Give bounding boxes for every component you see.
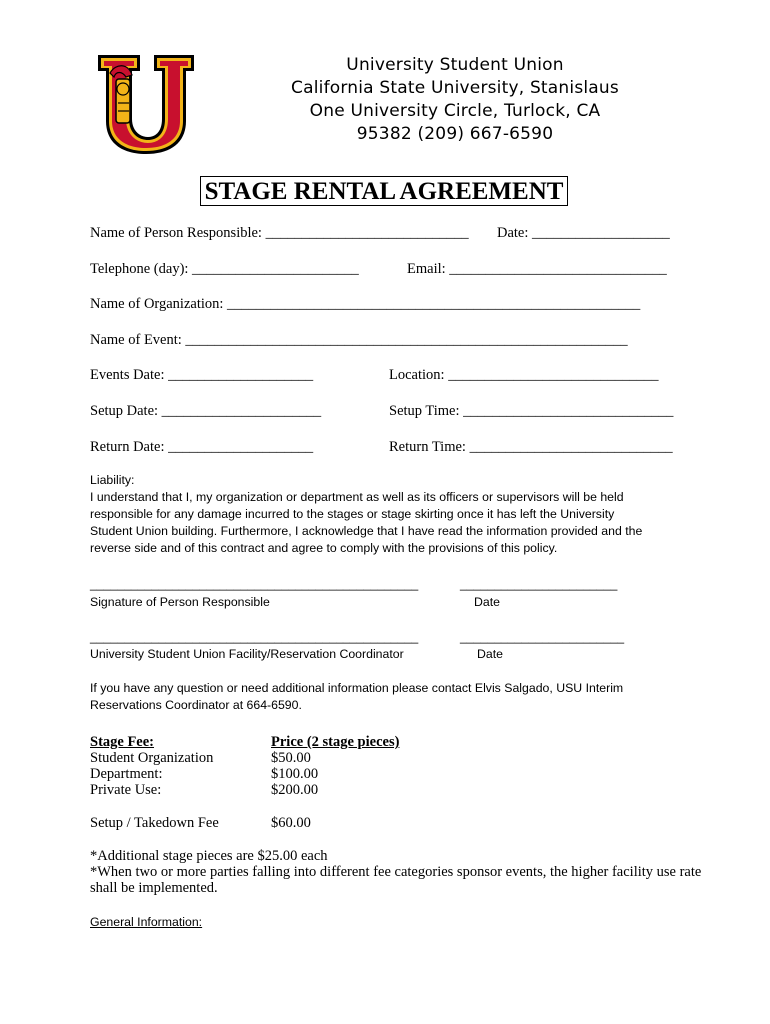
general-information-heading: General Information: (90, 915, 203, 929)
header-line-4: 95382 (209) 667-6590 (356, 124, 554, 144)
coordinator-signature-line[interactable]: ________________________________________________ (90, 630, 419, 644)
fee-row-price: $200.00 (271, 782, 319, 798)
signature-date-label: Date (474, 595, 500, 609)
page-title: STAGE RENTAL AGREEMENT (200, 176, 568, 206)
signature-label: Signature of Person Responsible (90, 595, 270, 609)
note-additional-pieces: *Additional stage pieces are $25.00 each (90, 848, 328, 864)
university-logo (96, 53, 196, 156)
events-date-field[interactable]: Events Date: ____________________ (90, 367, 314, 383)
return-time-field[interactable]: Return Time: ____________________________ (389, 439, 673, 455)
liability-text-1: I understand that I, my organization or department as well as its officers or supervisors will be held (90, 490, 624, 504)
u-logo-icon (96, 53, 196, 156)
contact-text-1: If you have any question or need additional information please contact Elvis Salgado, USU Interim (90, 681, 624, 695)
stage-fee-header: Stage Fee: (90, 734, 155, 750)
header-line-1: University Student Union (346, 55, 564, 75)
email-field[interactable]: Email: ______________________________ (407, 261, 667, 277)
organization-field[interactable]: Name of Organization: _________________________________________________________ (90, 296, 641, 312)
liability-text-4: reverse side and of this contract and agree to comply with the provisions of this policy. (90, 541, 558, 555)
coordinator-date-label: Date (477, 647, 503, 661)
signature-line[interactable]: ________________________________________________ (90, 577, 419, 591)
fee-row-label: Private Use: (90, 782, 162, 798)
fee-row-price: $50.00 (271, 750, 311, 766)
header-line-3: One University Circle, Turlock, CA (309, 101, 601, 121)
note-multiple-parties-cont: shall be implemented. (90, 880, 218, 896)
event-name-field[interactable]: Name of Event: _____________________________________________________________ (90, 332, 628, 348)
location-field[interactable]: Location: _____________________________ (389, 367, 659, 383)
fee-row-price: $100.00 (271, 766, 319, 782)
fee-row-label: Student Organization (90, 750, 214, 766)
person-responsible-field[interactable]: Name of Person Responsible: ____________________________ (90, 225, 469, 241)
signature-date-line[interactable]: _______________________ (460, 577, 618, 591)
setup-fee-price: $60.00 (271, 815, 311, 831)
price-header: Price (2 stage pieces) (271, 734, 400, 750)
header-line-2: California State University, Stanislaus (291, 78, 619, 98)
liability-text-3: Student Union building. Furthermore, I acknowledge that I have read the information provided and the (90, 524, 643, 538)
note-multiple-parties: *When two or more parties falling into different fee categories sponsor events, the higher facility use rate (90, 864, 702, 880)
liability-heading: Liability: (90, 473, 135, 487)
setup-date-field[interactable]: Setup Date: ______________________ (90, 403, 322, 419)
telephone-field[interactable]: Telephone (day): _______________________ (90, 261, 359, 277)
setup-fee-label: Setup / Takedown Fee (90, 815, 219, 831)
coordinator-signature-label: University Student Union Facility/Reservation Coordinator (90, 647, 404, 661)
liability-text-2: responsible for any damage incurred to the stages or stage skirting once it has left the University (90, 507, 615, 521)
setup-time-field[interactable]: Setup Time: _____________________________ (389, 403, 674, 419)
fee-row-label: Department: (90, 766, 163, 782)
return-date-field[interactable]: Return Date: ____________________ (90, 439, 314, 455)
date-field[interactable]: Date: ___________________ (497, 225, 670, 241)
contact-text-2: Reservations Coordinator at 664-6590. (90, 698, 302, 712)
coordinator-date-line[interactable]: ________________________ (460, 630, 625, 644)
